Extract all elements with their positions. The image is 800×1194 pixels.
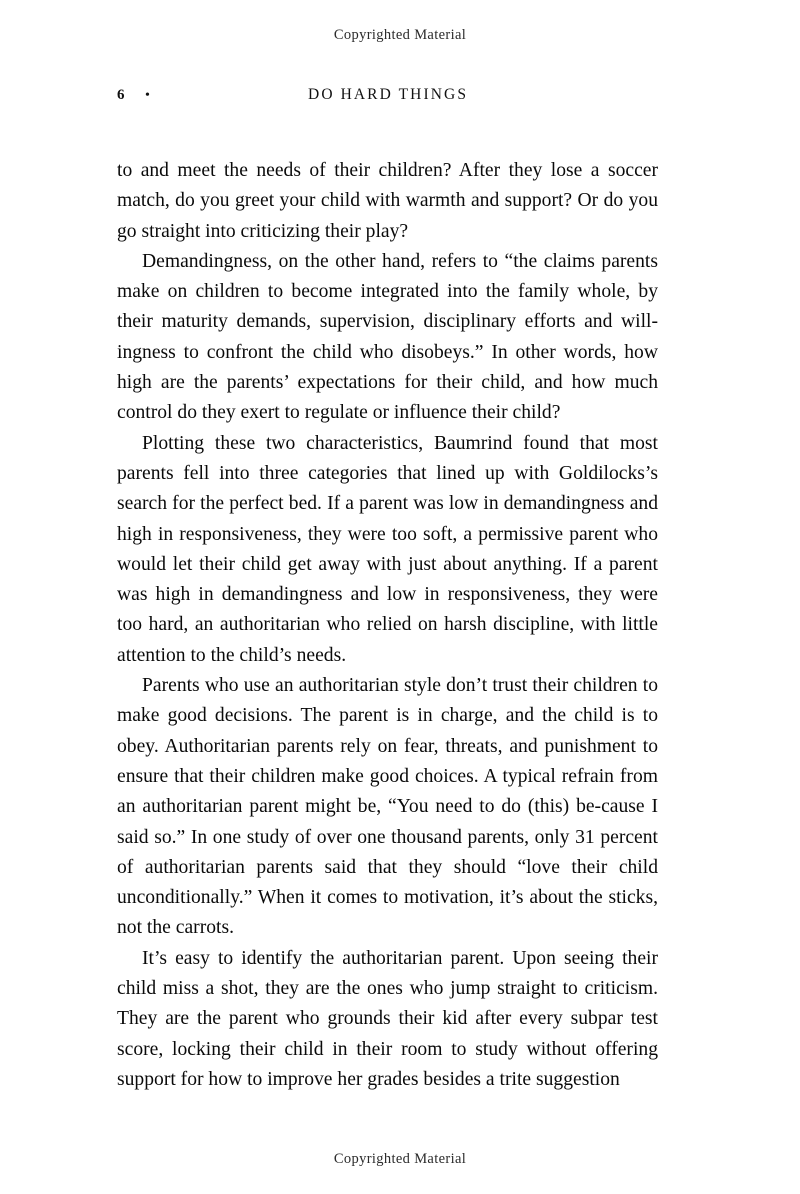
- page-number: 6: [117, 87, 125, 103]
- paragraph: It’s easy to identify the authoritarian parent. Upon seeing their child miss a shot, they are the ones who jump straight to criticism. They are the parent who grounds their kid after every subpar test score, locking their child in their room to study without offering support for how to improve her grades besides a trite suggestion: [117, 947, 658, 1090]
- book-title: DO HARD THINGS: [308, 86, 469, 103]
- paragraph: Demandingness, on the other hand, refers to “the claims parents make on children to become integrated into the family whole, by their maturity demands, supervision, disciplinary efforts and will-ingness to confront the child who disobeys.” In other words, how high are the parents’ expectations for their child, and how much control do they exert to regulate or influence their child?: [117, 250, 658, 424]
- running-head: [117, 86, 657, 110]
- copyright-watermark-top: Copyrighted Material: [333, 27, 467, 43]
- folio-separator-dot: •: [145, 88, 150, 103]
- paragraph: Plotting these two characteristics, Baumrind found that most parents fell into three categories that lined up with Goldilocks’s search for the perfect bed. If a parent was low in demandingness and high in responsiveness, they were too soft, a permissive parent who would let their child get away with just about anything. If a parent was high in demandingness and low in responsiveness, they were too hard, an authoritarian who relied on harsh discipline, with little attention to the child’s needs.: [117, 432, 658, 666]
- paragraph: Parents who use an authoritarian style don’t trust their children to make good decisions. The parent is in charge, and the child is to obey. Authoritarian parents rely on fear, threats, and punishment to ensure that their children make good choices. A typical refrain from an authoritarian parent might be, “You need to do (this) be-cause I said so.” In one study of over one thousand parents, only 31 percent of authoritarian parents said that they should “love their child unconditionally.” When it comes to motivation, it’s about the sticks, not the carrots.: [117, 675, 658, 939]
- paragraph: to and meet the needs of their children? After they lose a soccer match, do you greet your child with warmth and support? Or do you go straight into criticizing their play?: [117, 160, 658, 242]
- body-text: [117, 156, 658, 1095]
- copyright-watermark-bottom: Copyrighted Material: [333, 1151, 467, 1167]
